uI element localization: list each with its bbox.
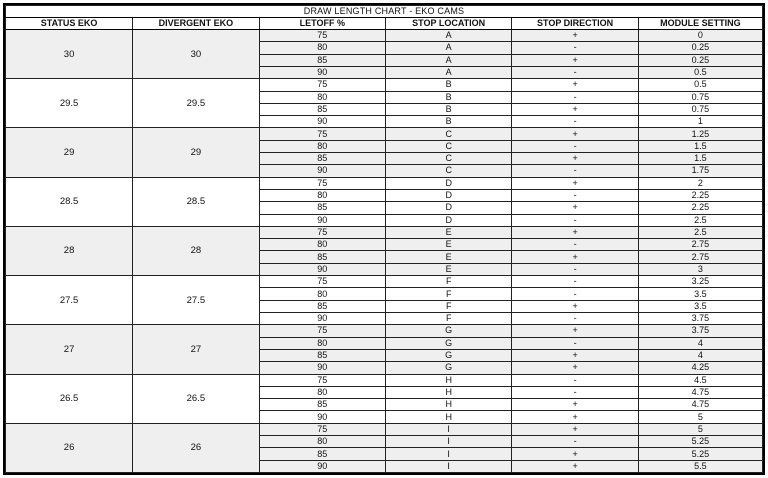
module-setting-cell: 1.5 — [638, 153, 762, 165]
module-setting-cell: 0.75 — [638, 103, 762, 115]
row-group — [6, 374, 763, 423]
stop-location-cell: G — [385, 337, 511, 349]
status-eko-cell: 29.5 — [6, 79, 133, 128]
stop-location-cell: G — [385, 349, 511, 361]
letoff-cell: 90 — [259, 66, 385, 78]
stop-location-cell: C — [385, 153, 511, 165]
stop-direction-cell: - — [512, 42, 638, 54]
letoff-cell: 90 — [259, 460, 385, 472]
divergent-eko-cell: 30 — [133, 30, 259, 79]
row-group — [6, 276, 763, 325]
module-setting-cell: 5 — [638, 423, 762, 435]
module-setting-cell: 4.25 — [638, 362, 762, 374]
status-eko-cell: 30 — [6, 30, 133, 79]
stop-direction-cell: - — [512, 239, 638, 251]
divergent-eko-cell: 27 — [133, 325, 259, 374]
module-setting-cell: 3.5 — [638, 300, 762, 312]
letoff-cell: 90 — [259, 116, 385, 128]
status-eko-cell: 28 — [6, 226, 133, 275]
letoff-cell: 85 — [259, 300, 385, 312]
stop-direction-cell: + — [512, 153, 638, 165]
stop-direction-cell: - — [512, 214, 638, 226]
stop-location-cell: H — [385, 386, 511, 398]
module-setting-cell: 1.5 — [638, 140, 762, 152]
letoff-cell: 75 — [259, 79, 385, 91]
letoff-cell: 75 — [259, 226, 385, 238]
stop-direction-cell: - — [512, 116, 638, 128]
stop-location-cell: H — [385, 411, 511, 423]
table-row — [6, 374, 763, 386]
row-group — [6, 226, 763, 275]
letoff-cell: 75 — [259, 325, 385, 337]
module-setting-cell: 1.25 — [638, 128, 762, 140]
module-setting-cell: 2.25 — [638, 202, 762, 214]
letoff-cell: 80 — [259, 436, 385, 448]
letoff-cell: 85 — [259, 349, 385, 361]
status-eko-cell: 26.5 — [6, 374, 133, 423]
module-setting-cell: 3.75 — [638, 312, 762, 324]
stop-location-cell: D — [385, 189, 511, 201]
stop-direction-cell: - — [512, 165, 638, 177]
module-setting-cell: 5.5 — [638, 460, 762, 472]
divergent-eko-cell: 27.5 — [133, 276, 259, 325]
module-setting-cell: 2.25 — [638, 189, 762, 201]
stop-direction-cell: + — [512, 251, 638, 263]
stop-location-cell: B — [385, 79, 511, 91]
table-row — [6, 128, 763, 140]
draw-length-table — [5, 5, 763, 473]
stop-direction-cell: + — [512, 30, 638, 42]
letoff-cell: 75 — [259, 423, 385, 435]
stop-direction-cell: - — [512, 374, 638, 386]
divergent-eko-cell: 26.5 — [133, 374, 259, 423]
stop-direction-cell: + — [512, 103, 638, 115]
stop-direction-cell: - — [512, 91, 638, 103]
module-setting-cell: 4 — [638, 349, 762, 361]
row-group — [6, 423, 763, 472]
stop-location-cell: I — [385, 436, 511, 448]
letoff-cell: 80 — [259, 288, 385, 300]
status-eko-cell: 28.5 — [6, 177, 133, 226]
letoff-cell: 80 — [259, 337, 385, 349]
module-setting-cell: 0.5 — [638, 79, 762, 91]
stop-direction-cell: + — [512, 325, 638, 337]
module-setting-cell: 0.5 — [638, 66, 762, 78]
module-setting-cell: 2.75 — [638, 251, 762, 263]
letoff-cell: 90 — [259, 263, 385, 275]
row-group — [6, 177, 763, 226]
table-row — [6, 423, 763, 435]
stop-location-cell: C — [385, 140, 511, 152]
divergent-eko-cell: 28 — [133, 226, 259, 275]
stop-location-cell: G — [385, 362, 511, 374]
table-row — [6, 325, 763, 337]
stop-location-cell: B — [385, 116, 511, 128]
module-setting-cell: 2.5 — [638, 214, 762, 226]
module-setting-cell: 0 — [638, 30, 762, 42]
table-row — [6, 226, 763, 238]
letoff-cell: 75 — [259, 30, 385, 42]
divergent-eko-cell: 29.5 — [133, 79, 259, 128]
module-setting-cell: 3.75 — [638, 325, 762, 337]
divergent-eko-cell: 26 — [133, 423, 259, 472]
stop-direction-cell: + — [512, 399, 638, 411]
stop-direction-cell: - — [512, 140, 638, 152]
stop-location-cell: E — [385, 226, 511, 238]
stop-direction-cell: + — [512, 226, 638, 238]
letoff-cell: 80 — [259, 140, 385, 152]
stop-location-cell: C — [385, 128, 511, 140]
stop-location-cell: I — [385, 448, 511, 460]
module-setting-cell: 3 — [638, 263, 762, 275]
letoff-cell: 90 — [259, 165, 385, 177]
letoff-cell: 80 — [259, 386, 385, 398]
letoff-cell: 90 — [259, 312, 385, 324]
stop-direction-cell: + — [512, 300, 638, 312]
module-setting-cell: 2.5 — [638, 226, 762, 238]
module-setting-cell: 5.25 — [638, 436, 762, 448]
stop-direction-cell: - — [512, 263, 638, 275]
module-setting-cell: 0.25 — [638, 42, 762, 54]
module-setting-cell: 4.75 — [638, 386, 762, 398]
module-setting-cell: 0.75 — [638, 91, 762, 103]
status-eko-cell: 27.5 — [6, 276, 133, 325]
stop-direction-cell: + — [512, 128, 638, 140]
letoff-cell: 85 — [259, 54, 385, 66]
letoff-cell: 85 — [259, 153, 385, 165]
header-divergent-eko: DIVERGENT EKO — [133, 18, 259, 30]
letoff-cell: 80 — [259, 91, 385, 103]
table-row — [6, 30, 763, 42]
stop-direction-cell: + — [512, 177, 638, 189]
letoff-cell: 80 — [259, 42, 385, 54]
letoff-cell: 90 — [259, 214, 385, 226]
table-row — [6, 79, 763, 91]
module-setting-cell: 1.75 — [638, 165, 762, 177]
header-stop-location: STOP LOCATION — [385, 18, 511, 30]
divergent-eko-cell: 28.5 — [133, 177, 259, 226]
table-title: DRAW LENGTH CHART - EKO CAMS — [6, 6, 763, 18]
row-group — [6, 325, 763, 374]
stop-direction-cell: + — [512, 202, 638, 214]
stop-location-cell: I — [385, 460, 511, 472]
row-group — [6, 30, 763, 79]
module-setting-cell: 4 — [638, 337, 762, 349]
stop-direction-cell: + — [512, 460, 638, 472]
module-setting-cell: 2 — [638, 177, 762, 189]
stop-location-cell: D — [385, 202, 511, 214]
stop-location-cell: A — [385, 54, 511, 66]
stop-direction-cell: + — [512, 54, 638, 66]
stop-direction-cell: + — [512, 423, 638, 435]
table-row — [6, 276, 763, 288]
stop-direction-cell: - — [512, 276, 638, 288]
stop-location-cell: C — [385, 165, 511, 177]
stop-direction-cell: - — [512, 436, 638, 448]
module-setting-cell: 1 — [638, 116, 762, 128]
row-group — [6, 128, 763, 177]
letoff-cell: 85 — [259, 202, 385, 214]
table-row — [6, 177, 763, 189]
stop-direction-cell: + — [512, 349, 638, 361]
stop-direction-cell: - — [512, 189, 638, 201]
stop-location-cell: F — [385, 300, 511, 312]
letoff-cell: 80 — [259, 189, 385, 201]
stop-location-cell: A — [385, 42, 511, 54]
stop-location-cell: F — [385, 276, 511, 288]
status-eko-cell: 27 — [6, 325, 133, 374]
module-setting-cell: 3.5 — [638, 288, 762, 300]
module-setting-cell: 2.75 — [638, 239, 762, 251]
row-group — [6, 79, 763, 128]
module-setting-cell: 0.25 — [638, 54, 762, 66]
stop-location-cell: E — [385, 239, 511, 251]
header-stop-direction: STOP DIRECTION — [512, 18, 638, 30]
header-status-eko: STATUS EKO — [6, 18, 133, 30]
stop-direction-cell: - — [512, 337, 638, 349]
stop-location-cell: A — [385, 30, 511, 42]
stop-location-cell: F — [385, 288, 511, 300]
letoff-cell: 85 — [259, 399, 385, 411]
stop-direction-cell: - — [512, 66, 638, 78]
module-setting-cell: 4.75 — [638, 399, 762, 411]
letoff-cell: 75 — [259, 374, 385, 386]
stop-location-cell: E — [385, 263, 511, 275]
status-eko-cell: 29 — [6, 128, 133, 177]
stop-location-cell: E — [385, 251, 511, 263]
module-setting-cell: 5 — [638, 411, 762, 423]
stop-location-cell: F — [385, 312, 511, 324]
header-letoff: LETOFF % — [259, 18, 385, 30]
stop-location-cell: A — [385, 66, 511, 78]
header-row — [6, 18, 763, 30]
stop-location-cell: H — [385, 399, 511, 411]
stop-location-cell: H — [385, 374, 511, 386]
module-setting-cell: 5.25 — [638, 448, 762, 460]
chart-frame — [3, 3, 765, 475]
letoff-cell: 85 — [259, 448, 385, 460]
module-setting-cell: 4.5 — [638, 374, 762, 386]
letoff-cell: 75 — [259, 128, 385, 140]
stop-direction-cell: - — [512, 386, 638, 398]
letoff-cell: 90 — [259, 362, 385, 374]
status-eko-cell: 26 — [6, 423, 133, 472]
module-setting-cell: 3.25 — [638, 276, 762, 288]
stop-location-cell: D — [385, 177, 511, 189]
stop-direction-cell: + — [512, 411, 638, 423]
letoff-cell: 80 — [259, 239, 385, 251]
stop-direction-cell: + — [512, 362, 638, 374]
stop-direction-cell: - — [512, 312, 638, 324]
stop-location-cell: D — [385, 214, 511, 226]
stop-direction-cell: + — [512, 448, 638, 460]
title-row — [6, 6, 763, 18]
divergent-eko-cell: 29 — [133, 128, 259, 177]
letoff-cell: 90 — [259, 411, 385, 423]
stop-location-cell: G — [385, 325, 511, 337]
stop-location-cell: I — [385, 423, 511, 435]
stop-location-cell: B — [385, 103, 511, 115]
header-module-setting: MODULE SETTING — [638, 18, 762, 30]
stop-location-cell: B — [385, 91, 511, 103]
letoff-cell: 75 — [259, 276, 385, 288]
letoff-cell: 85 — [259, 251, 385, 263]
letoff-cell: 85 — [259, 103, 385, 115]
stop-direction-cell: + — [512, 79, 638, 91]
stop-direction-cell: - — [512, 288, 638, 300]
letoff-cell: 75 — [259, 177, 385, 189]
